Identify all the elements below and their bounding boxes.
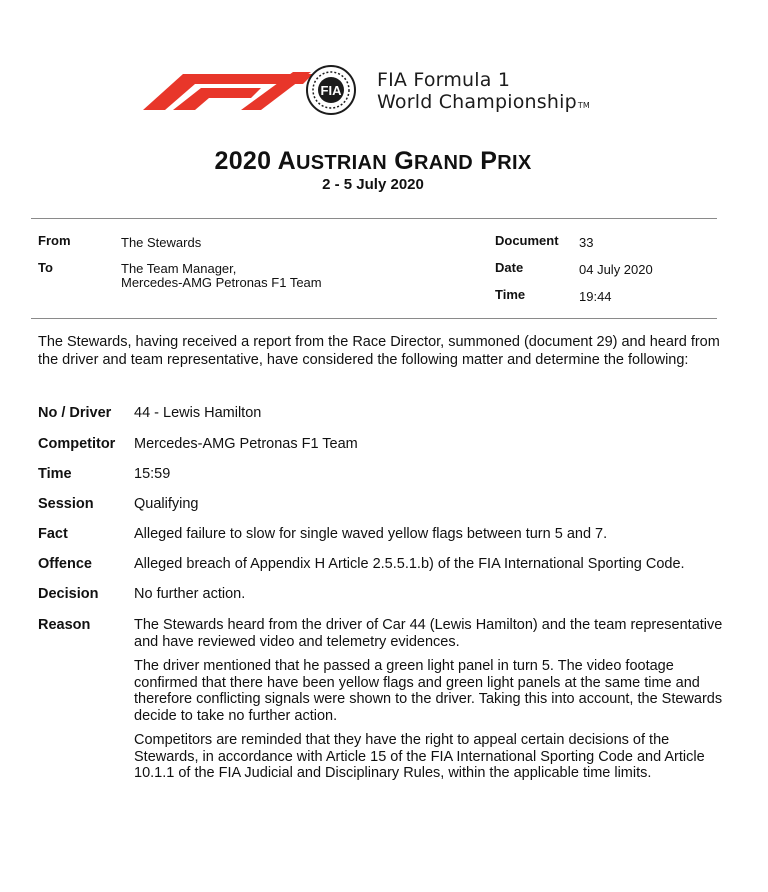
to-label: To (38, 260, 53, 275)
document-label: Document (495, 233, 559, 248)
intro-paragraph: The Stewards, having received a report from the Race Director, summoned (document 29) and heard from the driver and team representative, have considered the following matter and determine the following: (38, 334, 720, 368)
competitor-value: Mercedes-AMG Petronas F1 Team (134, 436, 358, 452)
reason-paragraph-1: The Stewards heard from the driver of Car 44 (Lewis Hamilton) and the team representative and have reviewed video and telemetry evidences. (134, 617, 723, 650)
date-value: 04 July 2020 (579, 262, 653, 277)
to-value (121, 262, 322, 290)
event-dates: 2 - 5 July 2020 (322, 176, 424, 193)
session-label: Session (38, 496, 94, 512)
from-label: From (38, 233, 71, 248)
document-value: 33 (579, 235, 594, 250)
f1-mark-icon (143, 72, 313, 110)
event-title: 2020 AUSTRIAN GRAND PRIX (214, 147, 532, 175)
decision-value: No further action. (134, 586, 246, 602)
date-label: Date (495, 260, 524, 275)
reason-text (134, 617, 724, 790)
to-value-line1: The Team Manager, (121, 261, 237, 276)
from-value: The Stewards (121, 235, 202, 250)
session-value: Qualifying (134, 496, 199, 512)
divider-bottom (31, 318, 717, 319)
incident-time-value: 15:59 (134, 466, 171, 482)
driver-label: No / Driver (38, 405, 112, 421)
time-label: Time (495, 287, 526, 302)
reason-label: Reason (38, 617, 91, 633)
fia-seal-icon (307, 66, 355, 114)
time-value: 19:44 (579, 289, 612, 304)
incident-time-label: Time (38, 466, 72, 482)
to-value-line2: Mercedes-AMG Petronas F1 Team (121, 275, 322, 290)
reason-paragraph-2: The driver mentioned that he passed a green light panel in turn 5. The video footage confirmed that there have been yellow flags and green light panels at the same time and therefore conflicting signals were shown to the driver. Taking this into account, the Stewards decide to take no further action. (134, 658, 723, 724)
trademark: TM (577, 101, 591, 110)
divider-top (31, 218, 717, 219)
logo-title-line1: FIA Formula 1 (377, 69, 511, 91)
driver-value: 44 - Lewis Hamilton (134, 405, 262, 421)
svg-text:FIA: FIA (320, 83, 342, 98)
reason-paragraph-3: Competitors are reminded that they have the right to appeal certain decisions of the Stewards, in accordance with Article 15 of the FIA International Sporting Code and Article 10.1.1 of the FIA Judicial and Disciplinary Rules, within the applicable time limits. (134, 732, 705, 781)
offence-label: Offence (38, 556, 92, 572)
competitor-label: Competitor (38, 436, 116, 452)
fact-value: Alleged failure to slow for single waved yellow flags between turn 5 and 7. (134, 526, 608, 542)
offence-value: Alleged breach of Appendix H Article 2.5.5.1.b) of the FIA International Sporting Code. (134, 556, 685, 572)
logo-title-line2: World ChampionshipTM (377, 91, 591, 113)
decision-label: Decision (38, 586, 99, 602)
fact-label: Fact (38, 526, 68, 542)
